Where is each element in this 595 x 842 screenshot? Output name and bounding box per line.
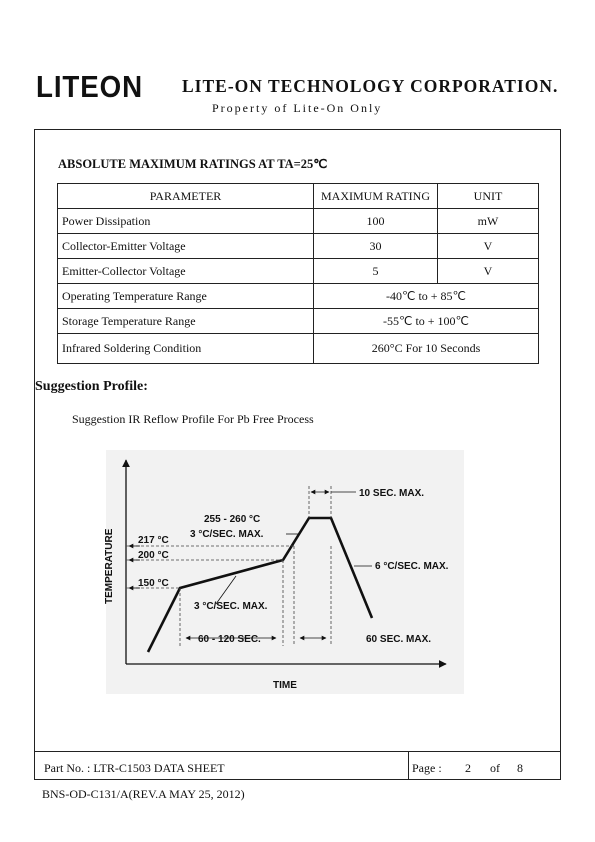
table-row <box>58 334 539 364</box>
peak-time-label: 10 SEC. MAX. <box>359 488 425 499</box>
temp-label-200: 200 °C <box>138 550 169 561</box>
row-rating: -40℃ to + 85℃ <box>314 284 539 309</box>
ratings-title: ABSOLUTE MAXIMUM RATINGS AT TA=25℃ <box>58 157 328 171</box>
row-unit: mW <box>438 209 539 234</box>
footer-divider <box>408 752 409 780</box>
company-name: LITE-ON TECHNOLOGY CORPORATION. <box>182 76 559 96</box>
peak-temp-label: 255 - 260 °C <box>204 514 261 525</box>
preheat-time-label: 60 - 120 SEC. <box>198 634 261 645</box>
row-parameter: Operating Temperature Range <box>58 284 314 309</box>
row-parameter: Emitter-Collector Voltage <box>58 259 314 284</box>
table-row <box>58 309 539 334</box>
ramp-up-fast-label: 3 °C/SEC. MAX. <box>190 529 264 540</box>
table-row <box>58 259 539 284</box>
table-row <box>58 234 539 259</box>
row-rating: 260°C For 10 Seconds <box>314 334 539 364</box>
row-parameter: Infrared Soldering Condition <box>58 334 314 364</box>
header-max-rating: MAXIMUM RATING <box>314 184 438 209</box>
row-rating: -55℃ to + 100℃ <box>314 309 539 334</box>
row-parameter: Storage Temperature Range <box>58 309 314 334</box>
suggestion-title: Suggestion Profile: <box>35 379 148 394</box>
suggestion-subtitle: Suggestion IR Reflow Profile For Pb Free Process <box>72 412 314 426</box>
table-row <box>58 209 539 234</box>
above217-time-label: 60 SEC. MAX. <box>366 634 432 645</box>
y-axis-label: TEMPERATURE <box>104 528 115 604</box>
row-rating: 30 <box>314 234 438 259</box>
property-notice: Property of Lite-On Only <box>212 101 383 115</box>
part-number: Part No. : LTR-C1503 DATA SHEET <box>44 761 225 775</box>
logo-text: LITEON <box>36 71 143 101</box>
liteon-logo <box>36 71 144 101</box>
row-rating: 100 <box>314 209 438 234</box>
page-total: 8 <box>517 761 523 775</box>
temp-label-217: 217 °C <box>138 535 169 546</box>
x-axis-label: TIME <box>273 680 297 691</box>
temp-label-150: 150 °C <box>138 578 169 589</box>
document-reference: BNS-OD-C131/A(REV.A MAY 25, 2012) <box>42 787 245 801</box>
row-unit: V <box>438 259 539 284</box>
page-label: Page : <box>412 761 442 775</box>
ratings-table <box>57 183 539 364</box>
row-parameter: Power Dissipation <box>58 209 314 234</box>
reflow-profile-diagram <box>86 450 466 700</box>
row-parameter: Collector-Emitter Voltage <box>58 234 314 259</box>
row-unit: V <box>438 234 539 259</box>
table-row <box>58 284 539 309</box>
row-rating: 5 <box>314 259 438 284</box>
ramp-down-label: 6 °C/SEC. MAX. <box>375 561 449 572</box>
page-of: of <box>490 761 500 775</box>
page-number: 2 <box>465 761 471 775</box>
header-unit: UNIT <box>438 184 539 209</box>
table-header-row <box>58 184 539 209</box>
header-parameter: PARAMETER <box>58 184 314 209</box>
ramp-up-slow-label: 3 °C/SEC. MAX. <box>194 601 268 612</box>
diagram-background <box>106 450 464 694</box>
